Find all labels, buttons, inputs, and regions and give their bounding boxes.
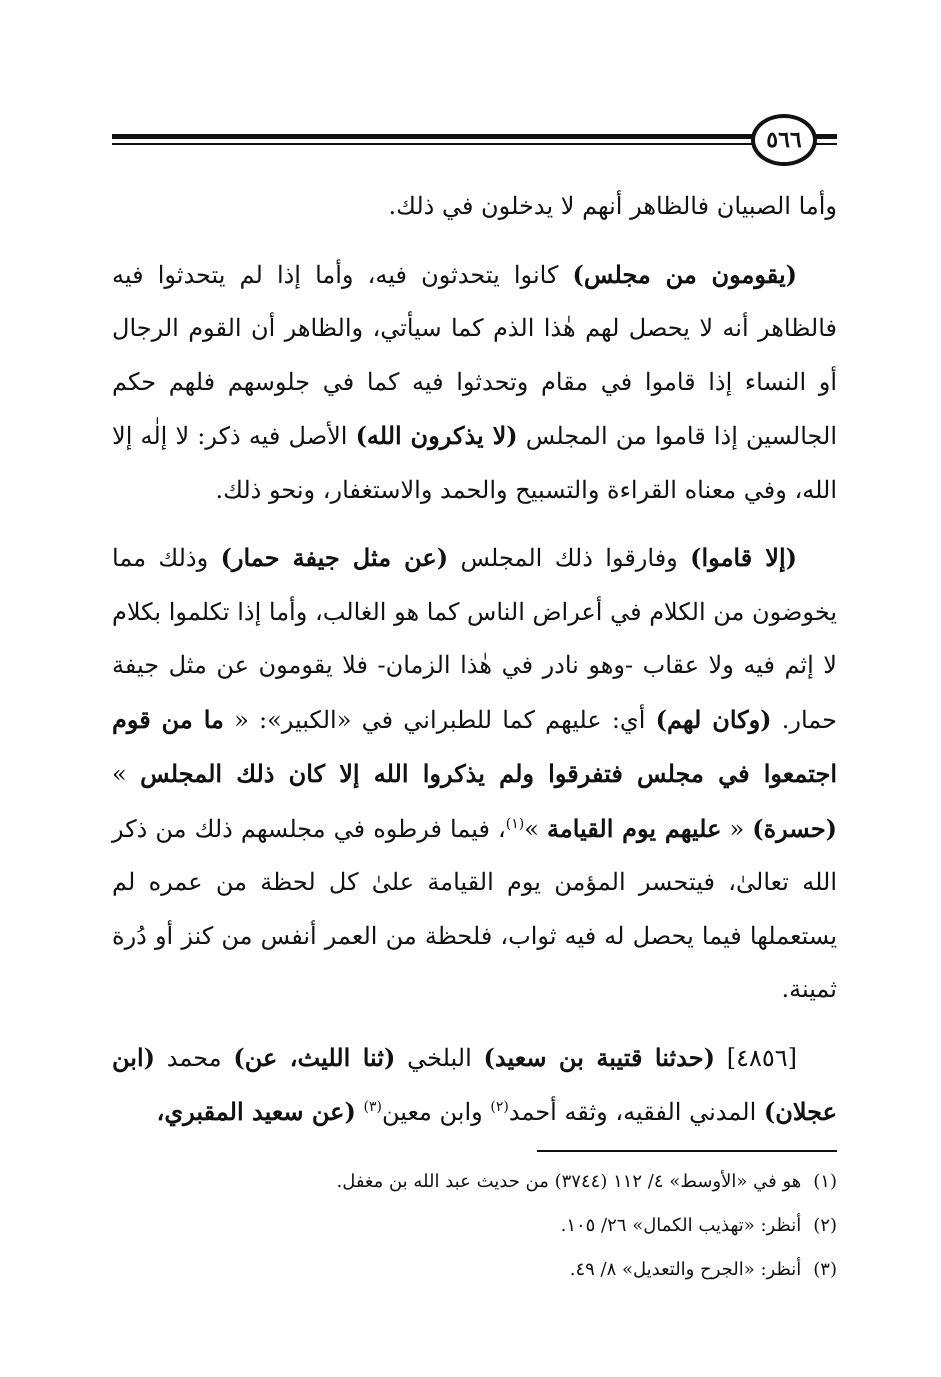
quoted-phrase: (يقومون من مجلس) xyxy=(572,259,797,289)
footnote-1 xyxy=(112,1160,837,1204)
text-run: المدني الفقيه، وثقه أحمد xyxy=(508,1098,764,1126)
quoted-phrase: (إلا قاموا) xyxy=(690,543,797,572)
quoted-phrase: (ابن عجلان) xyxy=(112,1042,837,1126)
text-run: » xyxy=(112,760,141,788)
quoted-phrase: (عن سعيد المقبري، xyxy=(156,1097,356,1126)
header-rule-thin xyxy=(112,143,775,145)
footnote-3 xyxy=(112,1248,837,1292)
footnotes xyxy=(112,1160,837,1292)
footnote-mark: (٣) xyxy=(813,1259,837,1280)
footnote-2 xyxy=(112,1204,837,1248)
footnote-ref[interactable]: (١) xyxy=(505,815,525,832)
quoted-phrase: (وكان لهم) xyxy=(655,704,772,734)
text-run: كانوا يتحدثون فيه، وأما إذا لم يتحدثوا فيه فالظاهر أنه لا يحصل لهم هٰذا الذم كما سيأتي، والظاهر أن القوم الرجال أو النساء إذا قاموا في مقام وتحدثوا فيه كما في جلوسهم فلهم حكم الجالسين إذا قاموا من المجلس xyxy=(112,260,837,450)
footnote-text: أنظر: «الجرح والتعديل» ٨/ ٤٩. xyxy=(569,1259,802,1280)
paragraph-4 xyxy=(112,1031,837,1140)
footnote-mark: (٢) xyxy=(813,1215,837,1236)
paragraph-3 xyxy=(112,531,837,1017)
footnote-text: أنظر: «تهذيب الكمال» ٢٦/ ١٠٥. xyxy=(560,1215,802,1236)
footnote-separator xyxy=(537,1150,837,1152)
main-text xyxy=(112,180,837,1140)
quoted-phrase: (حدثنا قتيبة بن سعيد) xyxy=(483,1042,715,1072)
footnote-ref[interactable]: (٢) xyxy=(490,1099,509,1115)
text-run: محمد xyxy=(154,1043,234,1072)
footnote-ref[interactable]: (٣) xyxy=(363,1099,382,1115)
page-header xyxy=(112,112,837,168)
quoted-phrase: (ثنا الليث، عن) xyxy=(233,1042,396,1072)
page-number: ٥٦٦ xyxy=(751,114,817,166)
quoted-phrase: (عن مثل جيفة حمار) xyxy=(220,543,449,572)
footnote-mark: (١) xyxy=(813,1171,837,1192)
text-run: » xyxy=(524,814,547,843)
footnote-text: هو في «الأوسط» ٤/ ١١٢ (٣٧٤٤) من حديث عبد الله بن مغفل. xyxy=(336,1171,802,1192)
paragraph-2 xyxy=(112,248,837,518)
text-run: أي: عليهم كما للطبراني في «الكبير»: « xyxy=(223,705,656,734)
text-run: وذلك مما يخوضون من الكلام في أعراض الناس كما هو الغالب، وأما إذا تكلموا بكلام لا إثم فيه ولا عقاب -وهو نادر في هٰذا الزمان- فلا يقومون عن مثل جيفة حمار. xyxy=(112,544,837,734)
text-run: « xyxy=(721,814,753,843)
text-run: وابن معين xyxy=(381,1098,491,1126)
hadith-text: عليهم يوم القيامة xyxy=(546,813,722,843)
hadith-text: ما من قوم اجتمعوا في مجلس فتفرقوا ولم يذكروا الله إلا كان ذلك المجلس xyxy=(112,704,838,788)
quoted-phrase: (حسرة) xyxy=(752,813,838,843)
text-run: الأصل فيه ذكر: لا إلٰه إلا الله، وفي معناه القراءة والتسبيح والحمد والاستغفار، ونحو ذلك. xyxy=(112,422,837,504)
header-rule-thick xyxy=(112,134,775,139)
hadith-number: [٤٨٥٦] xyxy=(714,1043,798,1072)
text-run: ، فيما فرطوه في مجلسهم ذلك من ذكر الله تعالىٰ، فيتحسر المؤمن يوم القيامة علىٰ كل لحظة من عمره لم يستعملها فيما يحصل له فيه ثواب، فلحظة من العمر أنفس من كنز أو دُرة ثمينة. xyxy=(112,814,837,1003)
text-run: وفارقوا ذلك المجلس xyxy=(448,544,691,572)
paragraph-1 xyxy=(112,180,837,234)
quoted-phrase: (لا يذكرون الله) xyxy=(355,421,518,450)
text-run: وأما الصبيان فالظاهر أنهم لا يدخلون في ذلك. xyxy=(388,192,837,220)
text-run: البلخي xyxy=(395,1043,484,1072)
